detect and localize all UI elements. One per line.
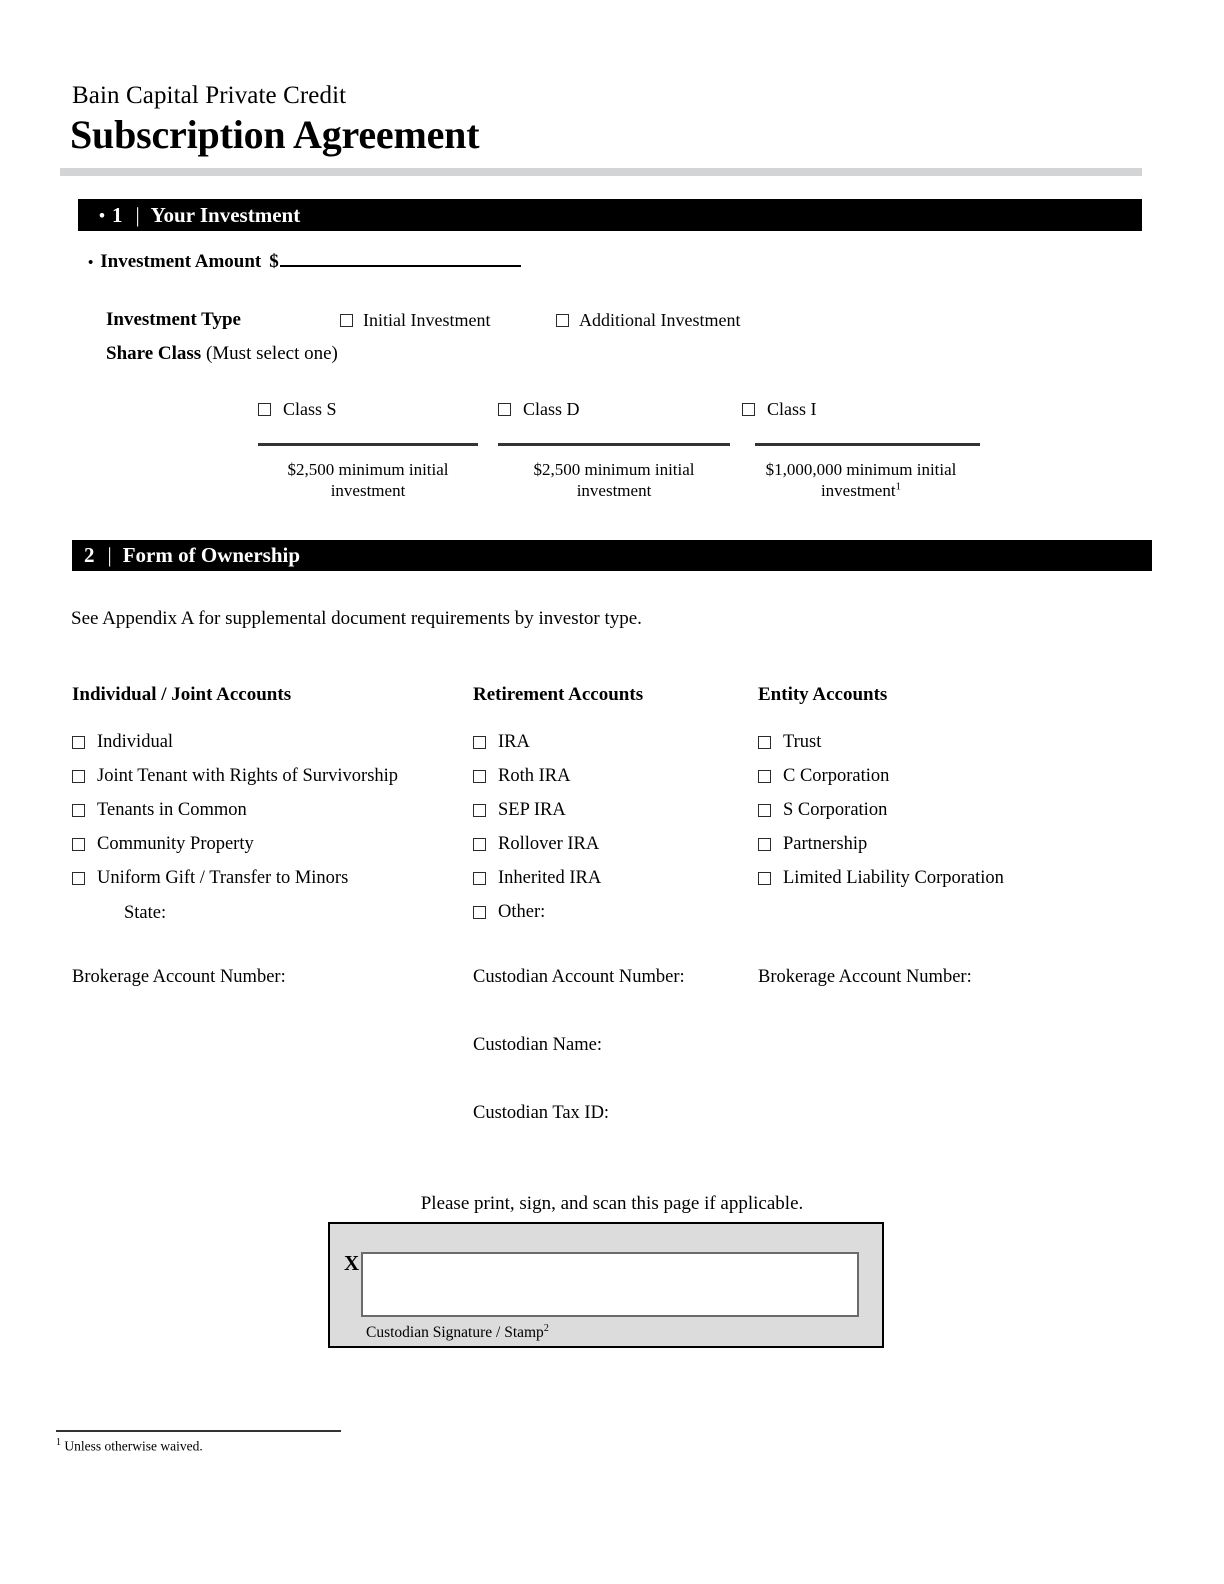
share-class-option-d[interactable] (498, 399, 730, 502)
checkbox-class-d[interactable] (498, 399, 730, 420)
investment-amount-input[interactable] (280, 250, 521, 267)
class-input-rule[interactable] (498, 443, 730, 446)
column-retirement-accounts (473, 684, 753, 929)
custodian-name-field[interactable]: Custodian Name: (473, 1035, 602, 1055)
checkbox-icon[interactable] (473, 804, 486, 817)
checkbox-community-property[interactable] (72, 827, 472, 861)
checkbox-icon[interactable] (72, 804, 85, 817)
checkbox-tenants-in-common[interactable] (72, 793, 472, 827)
state-field-label[interactable]: State: (124, 902, 167, 923)
checkbox-label: Roth IRA (498, 765, 571, 786)
checkbox-icon[interactable] (473, 838, 486, 851)
checkbox-icon[interactable] (758, 736, 771, 749)
section-number: 1 (111, 202, 123, 227)
section-header-form-of-ownership (72, 540, 1152, 571)
brokerage-account-number-individual-field[interactable]: Brokerage Account Number: (72, 967, 286, 987)
column-title: Individual / Joint Accounts (72, 684, 292, 705)
checkbox-label: C Corporation (783, 765, 890, 786)
checkbox-label: Initial Investment (363, 310, 491, 330)
class-input-rule[interactable] (755, 443, 980, 446)
checkbox-rollover-ira[interactable] (473, 827, 753, 861)
footnote-marker: 1 (895, 480, 902, 493)
checkbox-label: IRA (498, 731, 530, 752)
checkbox-icon[interactable] (473, 736, 486, 749)
section-label: Form of Ownership (122, 543, 301, 567)
class-minimum-note (742, 459, 980, 502)
checkbox-icon[interactable] (72, 838, 85, 851)
checkbox-label: Tenants in Common (97, 799, 247, 820)
checkbox-individual[interactable] (72, 725, 472, 759)
checkbox-icon[interactable] (556, 314, 569, 327)
checkbox-icon[interactable] (473, 872, 486, 885)
share-class-option-i[interactable] (742, 399, 980, 502)
share-class-option-s[interactable] (258, 399, 478, 502)
custodian-tax-id-field[interactable]: Custodian Tax ID: (473, 1103, 610, 1123)
section-label: Your Investment (150, 202, 301, 227)
checkbox-other-retirement[interactable] (473, 895, 753, 929)
checkbox-icon[interactable] (742, 403, 755, 416)
checkbox-class-s[interactable] (258, 399, 478, 420)
checkbox-label: Class I (767, 399, 817, 419)
checkbox-label: Uniform Gift / Transfer to Minors (97, 867, 349, 888)
signature-caption (366, 1323, 549, 1342)
checkbox-s-corporation[interactable] (758, 793, 1088, 827)
checkbox-partnership[interactable] (758, 827, 1088, 861)
checkbox-label: Rollover IRA (498, 833, 600, 854)
checkbox-limited-liability-corporation[interactable] (758, 861, 1088, 895)
brokerage-account-number-entity-field[interactable]: Brokerage Account Number: (758, 967, 972, 987)
share-class-label (106, 343, 338, 365)
bullet-icon: • (88, 255, 94, 271)
checkbox-class-i[interactable] (742, 399, 980, 420)
section-bullet-icon: • (99, 205, 105, 225)
class-input-rule[interactable] (258, 443, 478, 446)
checkbox-label: S Corporation (783, 799, 888, 820)
checkbox-icon[interactable] (258, 403, 271, 416)
share-class-title: Share Class (106, 343, 202, 364)
signature-block (328, 1222, 884, 1348)
checkbox-label: Class S (283, 399, 337, 419)
checkbox-additional-investment[interactable] (556, 310, 740, 331)
section-separator: | (107, 543, 112, 567)
investment-amount-row (88, 250, 521, 273)
class-minimum-text: $1,000,000 minimum initial investment (765, 460, 957, 501)
signature-input[interactable] (361, 1252, 859, 1317)
page-title: Subscription Agreement (70, 112, 480, 157)
checkbox-label: Limited Liability Corporation (783, 867, 1004, 888)
checkbox-icon[interactable] (340, 314, 353, 327)
checkbox-label: Individual (97, 731, 174, 752)
checkbox-trust[interactable] (758, 725, 1088, 759)
checkbox-label: Joint Tenant with Rights of Survivorship (97, 765, 399, 786)
signature-instruction: Please print, sign, and scan this page if applicable. (420, 1193, 804, 1214)
checkbox-label: Community Property (97, 833, 254, 854)
checkbox-sep-ira[interactable] (473, 793, 753, 827)
checkbox-label: Class D (523, 399, 580, 419)
footnote (56, 1437, 203, 1455)
investment-type-label: Investment Type (106, 309, 241, 330)
checkbox-label: Inherited IRA (498, 867, 602, 888)
checkbox-initial-investment[interactable] (340, 310, 490, 331)
custodian-account-number-field[interactable]: Custodian Account Number: (473, 967, 685, 987)
section-separator: | (135, 202, 140, 227)
column-title: Retirement Accounts (473, 684, 644, 705)
checkbox-label: SEP IRA (498, 799, 566, 820)
checkbox-icon[interactable] (72, 770, 85, 783)
footnote-marker: 2 (543, 1323, 549, 1334)
checkbox-icon[interactable] (758, 770, 771, 783)
checkbox-c-corporation[interactable] (758, 759, 1088, 793)
class-minimum-note: $2,500 minimum initial investment (287, 460, 449, 501)
section-header-your-investment (78, 199, 1142, 231)
checkbox-icon[interactable] (72, 736, 85, 749)
checkbox-icon[interactable] (72, 872, 85, 885)
checkbox-inherited-ira[interactable] (473, 861, 753, 895)
share-class-hint: (Must select one) (205, 343, 338, 364)
checkbox-joint-tenant[interactable] (72, 759, 472, 793)
footnote-marker: 1 (56, 1437, 61, 1448)
column-individual-joint-accounts (72, 684, 472, 930)
checkbox-icon[interactable] (473, 906, 486, 919)
appendix-note: See Appendix A for supplemental document requirements by investor type. (71, 608, 642, 629)
checkbox-icon[interactable] (758, 838, 771, 851)
signature-caption-text: Custodian Signature / Stamp (366, 1324, 544, 1342)
footnote-divider (56, 1430, 341, 1432)
checkbox-label: Partnership (783, 833, 868, 854)
checkbox-ira[interactable] (473, 725, 753, 759)
section-number: 2 (84, 543, 95, 567)
checkbox-icon[interactable] (758, 804, 771, 817)
currency-symbol: $ (269, 251, 279, 272)
checkbox-label: Trust (783, 731, 822, 752)
document-brand: Bain Capital Private Credit (72, 82, 347, 109)
footnote-text: Unless otherwise waived. (64, 1438, 203, 1454)
checkbox-icon[interactable] (473, 770, 486, 783)
investment-amount-label: Investment Amount (100, 251, 262, 272)
checkbox-uniform-gift-minors[interactable] (72, 861, 472, 895)
checkbox-label: Other: (498, 901, 546, 922)
checkbox-label: Additional Investment (579, 310, 741, 330)
column-entity-accounts (758, 684, 1088, 895)
column-title: Entity Accounts (758, 684, 888, 705)
checkbox-icon[interactable] (498, 403, 511, 416)
checkbox-roth-ira[interactable] (473, 759, 753, 793)
checkbox-icon[interactable] (758, 872, 771, 885)
title-divider (60, 168, 1142, 176)
signature-x-marker: X (344, 1251, 360, 1275)
class-minimum-note: $2,500 minimum initial investment (533, 460, 695, 501)
